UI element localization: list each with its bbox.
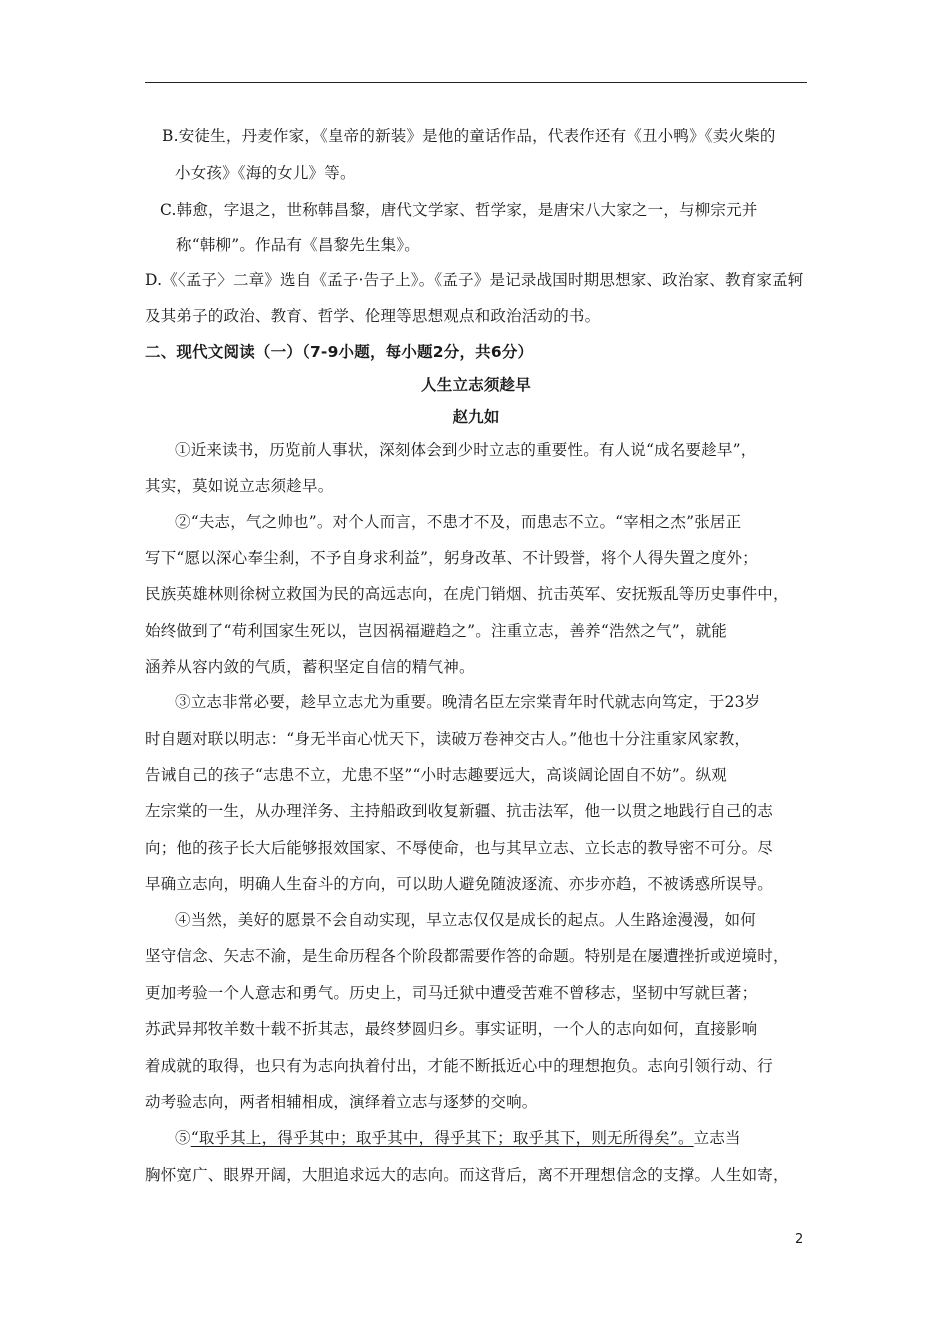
paragraph-2-line-3: 民族英雄林则徐树立救国为民的高远志向，在虎门销烟、抗击英军、安抚叛乱等历史事件中， [145, 585, 789, 603]
paragraph-1-line-2: 其实，莫如说立志须趁早。 [145, 477, 334, 495]
option-d-line-1: D.《〈孟子〉二章》选自《孟子·告子上》。《孟子》是记录战国时期思想家、政治家、教育家孟轲 [145, 271, 804, 289]
paragraph-4-line-2: 坚守信念、矢志不渝，是生命历程各个阶段都需要作答的命题。特别是在屡遭挫折或逆境时， [145, 947, 789, 965]
paragraph-1-line-1: ①近来读书，历览前人事状，深刻体会到少时立志的重要性。有人说“成名要趁早”， [175, 441, 757, 459]
paragraph-4-line-1: ④当然，美好的愿景不会自动实现，早立志仅仅是成长的起点。人生路途漫漫，如何 [175, 911, 756, 929]
option-b-line-1: B.安徒生，丹麦作家，《皇帝的新装》是他的童话作品，代表作还有《丑小鸭》《卖火柴的 [162, 127, 776, 145]
underlined-quote: “取乎其上，得乎其中；取乎其中，得乎其下；取乎其下，则无所得矣”。 [190, 1129, 694, 1147]
paragraph-4-line-4: 苏武异邦牧羊数十载不折其志，最终梦圆归乡。事实证明，一个人的志向如何，直接影响 [145, 1020, 758, 1038]
paragraph-2-line-4: 始终做到了“苟利国家生死以，岂因祸福避趋之”。注重立志，善养“浩然之气”，就能 [145, 622, 727, 640]
option-c-line-1: C.韩愈，字退之，世称韩昌黎，唐代文学家、哲学家，是唐宋八大家之一，与柳宗元并 [160, 201, 758, 219]
paragraph-5-line-2: 胸怀宽广、眼界开阔，大胆追求远大的志向。而这背后，离不开理想信念的支撑。人生如寄， [145, 1166, 789, 1184]
paragraph-3-line-1: ③立志非常必要，趁早立志尤为重要。晚清名臣左宗棠青年时代就志向笃定，于23岁 [175, 693, 761, 711]
article-title: 人生立志须趁早 [421, 376, 531, 394]
paragraph-3-line-4: 左宗棠的一生，从办理洋务、主持船政到收复新疆、抗击法军，他一以贯之地践行自己的志 [145, 802, 774, 820]
paragraph-3-line-3: 告诫自己的孩子“志患不立，尤患不坚”“小时志趣要远大，高谈阔论固自不妨”。纵观 [145, 766, 727, 784]
paragraph-4-line-3: 更加考验一个人意志和勇气。历史上，司马迁狱中遭受苦难不曾移志，坚韧中写就巨著； [145, 984, 758, 1002]
option-c-line-2: 称“韩柳”。作品有《昌黎先生集》。 [176, 236, 420, 254]
paragraph-2-line-1: ②“夫志，气之帅也”。对个人而言，不患才不及，而患志不立。“宰相之杰”张居正 [175, 513, 742, 531]
option-d-line-2: 及其弟子的政治、教育、哲学、伦理等思想观点和政治活动的书。 [145, 307, 601, 325]
section-heading: 二、现代文阅读（一）（7-9小题，每小题2分，共6分） [145, 343, 534, 361]
header-rule [145, 82, 807, 83]
option-b-line-2: 小女孩》《海的女儿》等。 [175, 164, 356, 182]
paragraph-4-line-6: 动考验志向，两者相辅相成，演绎着立志与逐梦的交响。 [145, 1093, 538, 1111]
paragraph-3-line-6: 早确立志向，明确人生奋斗的方向，可以助人避免随波逐流、亦步亦趋，不被诱惑所误导。 [145, 875, 774, 893]
paragraph-4-line-5: 着成就的取得，也只有为志向执着付出，才能不断抵近心中的理想抱负。志向引领行动、行 [145, 1057, 774, 1075]
paragraph-2-line-2: 写下“愿以深心奉尘刹，不予自身求利益”，躬身改革、不计毁誉，将个人得失置之度外； [145, 549, 758, 567]
paragraph-2-line-5: 涵养从容内敛的气质，蓄积坚定自信的精气神。 [145, 658, 475, 676]
paragraph-5-line-1-rest: 立志当 [693, 1129, 741, 1147]
paragraph-5-line-1 [175, 1128, 741, 1148]
paragraph-3-line-2: 时自题对联以明志：“身无半亩心忧天下，读破万卷神交古人。”他也十分注重家风家教， [145, 730, 751, 748]
paragraph-3-line-5: 向；他的孩子长大后能够报效国家、不辱使命，也与其早立志、立长志的教导密不可分。尽 [145, 839, 774, 857]
page-number: 2 [795, 1232, 804, 1247]
paragraph-5-number: ⑤ [175, 1129, 191, 1147]
article-author: 赵九如 [452, 408, 500, 426]
